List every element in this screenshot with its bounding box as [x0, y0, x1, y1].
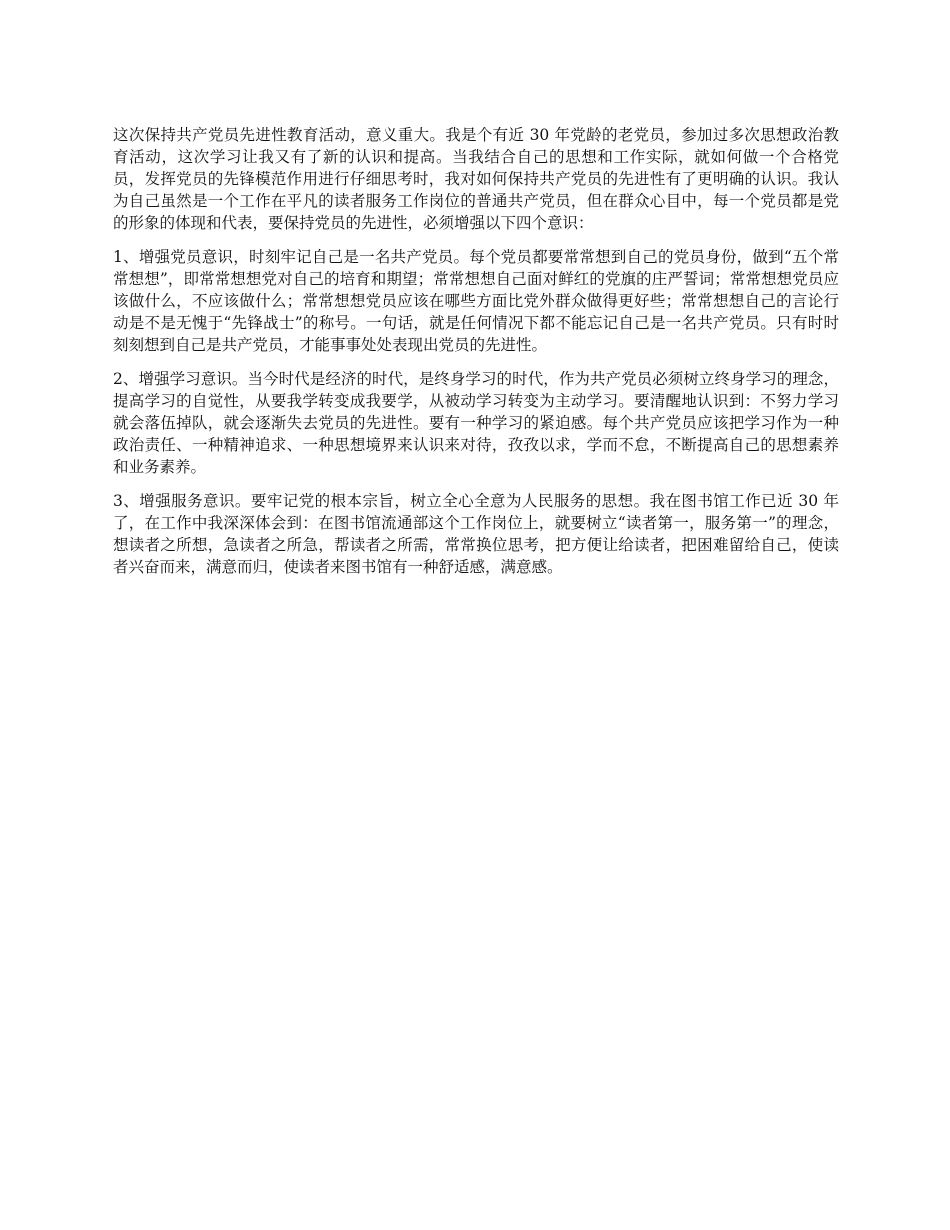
document-body [113, 124, 839, 590]
paragraph-learning-awareness: 2、增强学习意识。当今时代是经济的时代，是终身学习的时代，作为共产党员必须树立终身学习的理念，提高学习的自觉性，从要我学转变成我要学，从被动学习转变为主动学习。要清醒地认识到：不努力学习就会落伍掉队，就会逐渐失去党员的先进性。要有一种学习的紧迫感。每个共产党员应该把学习作为一种政治责任、一种精神追求、一种思想境界来认识来对待，孜孜以求，学而不怠，不断提高自己的思想素养和业务素养。 [113, 370, 839, 476]
paragraph-intro: 这次保持共产党员先进性教育活动，意义重大。我是个有近 30 年党龄的老党员，参加过多次思想政治教育活动，这次学习让我又有了新的认识和提高。当我结合自己的思想和工作实际，就如何做一个合格党员，发挥党员的先锋模范作用进行仔细思考时，我对如何保持共产党员的先进性有了更明确的认识。我认为自己虽然是一个工作在平凡的读者服务工作岗位的普通共产党员，但在群众心目中，每一个党员都是党的形象的体现和代表，要保持党员的先进性，必须增强以下四个意识： [113, 126, 839, 232]
paragraph-party-awareness: 1、增强党员意识，时刻牢记自己是一名共产党员。每个党员都要常常想到自己的党员身份，做到“五个常常想想”，即常常想想党对自己的培育和期望；常常想想自己面对鲜红的党旗的庄严誓词；常常想想党员应该做什么，不应该做什么；常常想想党员应该在哪些方面比党外群众做得更好些；常常想想自己的言论行动是不是无愧于“先锋战士”的称号。一句话，就是任何情况下都不能忘记自己是一名共产党员。只有时时刻刻想到自己是共产党员，才能事事处处表现出党员的先进性。 [113, 248, 839, 354]
paragraph-service-awareness: 3、增强服务意识。要牢记党的根本宗旨，树立全心全意为人民服务的思想。我在图书馆工作已近 30 年了，在工作中我深深体会到：在图书馆流通部这个工作岗位上，就要树立“读者第一，服务第一”的理念，想读者之所想，急读者之所急，帮读者之所需，常常换位思考，把方便让给读者，把困难留给自己，使读者兴奋而来，满意而归，使读者来图书馆有一种舒适感，满意感。 [113, 492, 839, 576]
